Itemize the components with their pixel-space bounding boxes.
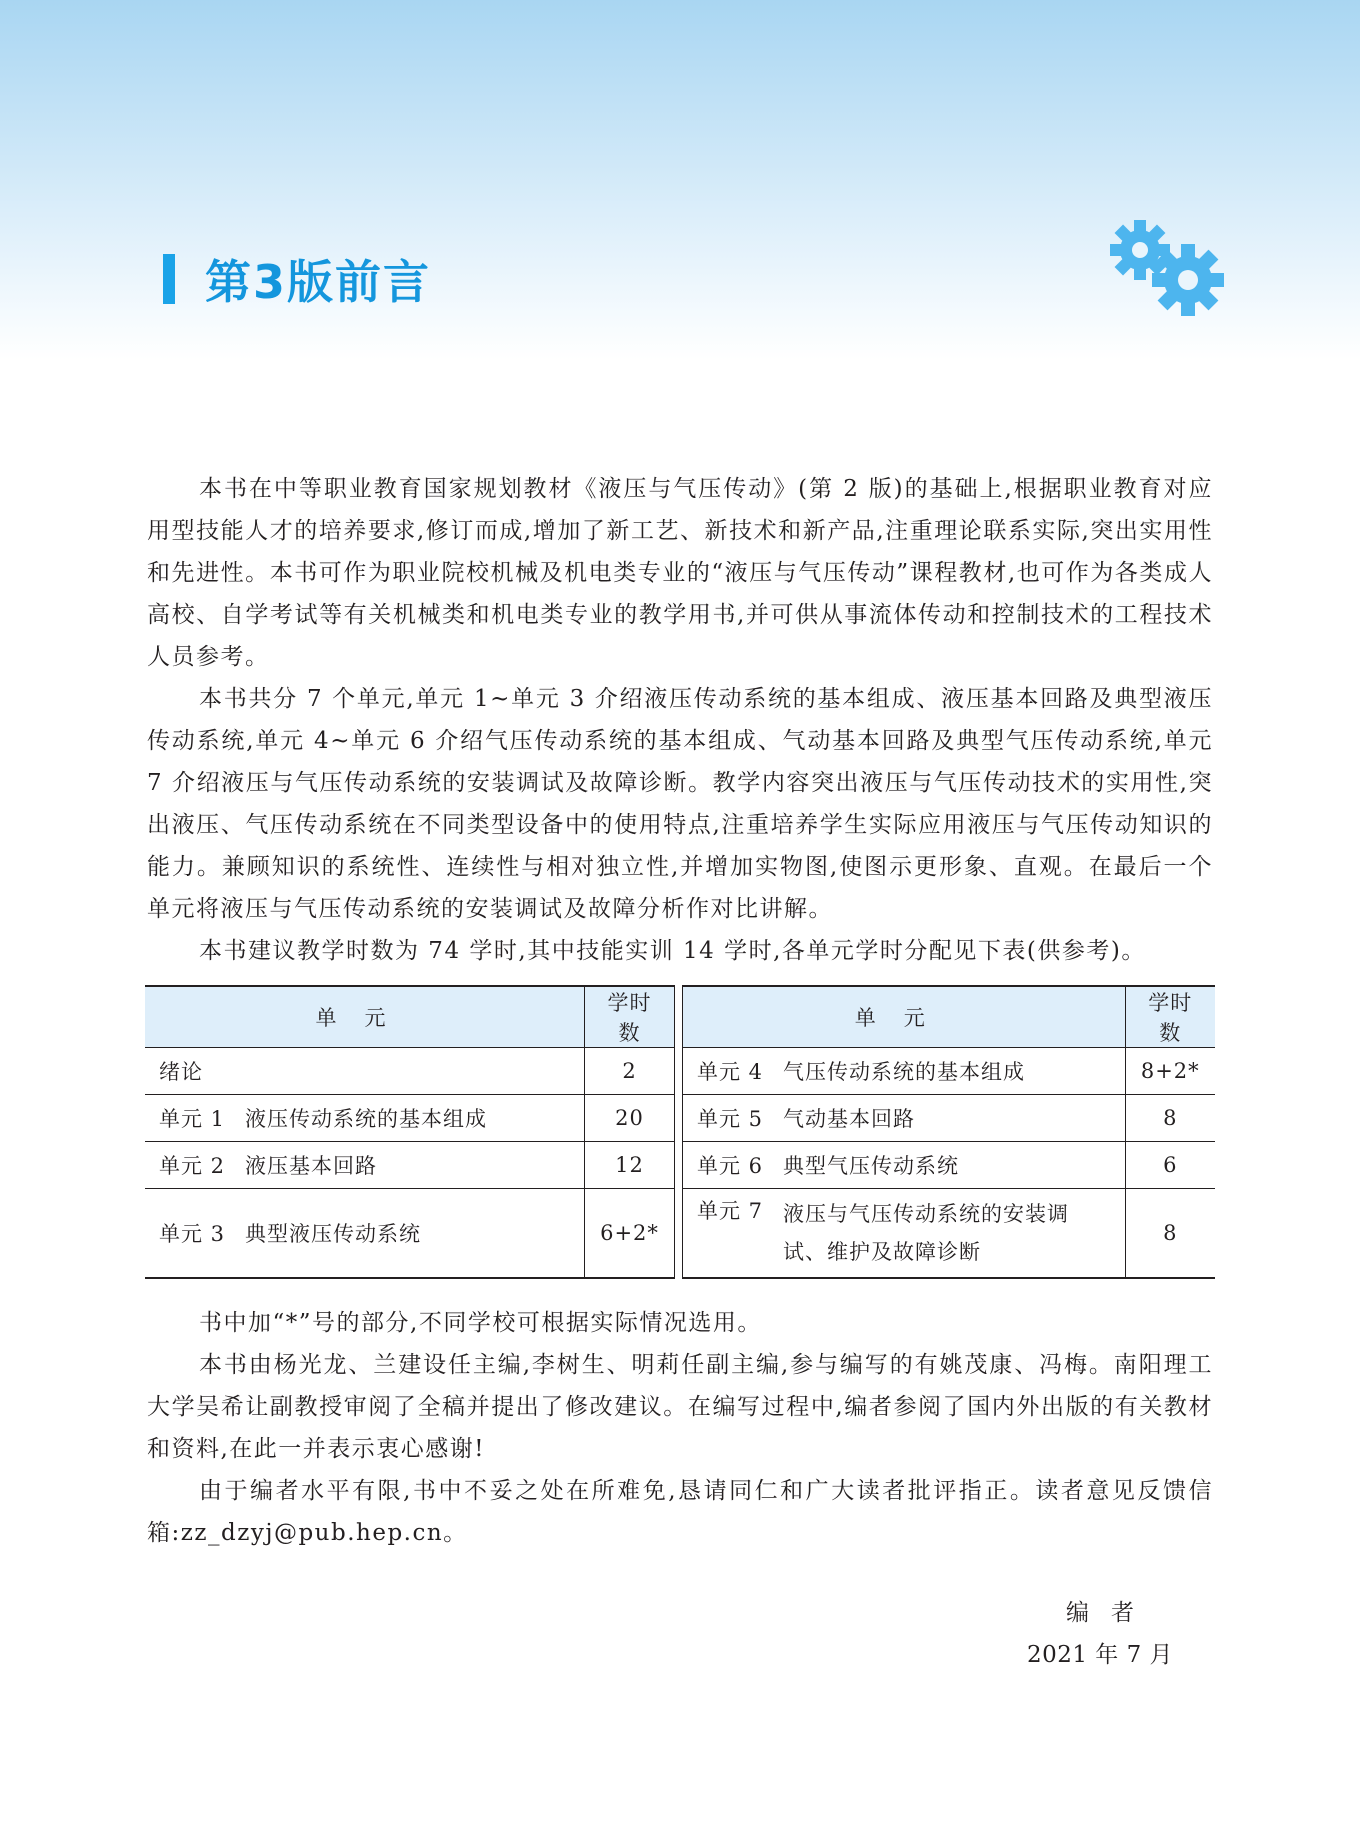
paragraph: 本书共分 7 个单元,单元 1~单元 3 介绍液压传动系统的基本组成、液压基本回路及典型液压传动系统,单元 4~单元 6 介绍气压传动系统的基本组成、气动基本回路及典型气压传动系统,单元 7 介绍液压与气压传动系统的安装调试及故障诊断。教学内容突出液压与气压传动技术的实用性,突出液压、气压传动系统在不同类型设备中的使用特点,注重培养学生实际应用液压与气压传动知识的能力。兼顾知识的系统性、连续性与相对独立性,并增加实物图,使图示更形象、直观。在最后一个单元将液压与气压传动系统的安装调试及故障分析作对比讲解。 [147,686,1213,922]
paragraph: 本书建议教学时数为 74 学时,其中技能实训 14 学时,各单元学时分配见下表(供参考)。 [199,938,1146,964]
unit-number: 单元 6 [697,1154,764,1178]
table-row [683,1142,1216,1189]
unit-hours: 8+2* [1125,1048,1215,1095]
title-accent-bar [163,254,175,304]
unit-hours: 12 [585,1142,675,1189]
page-title: 第3版前言 [205,255,432,309]
gears-icon [1100,212,1230,322]
paragraph: 本书在中等职业教育国家规划教材《液压与气压传动》(第 2 版)的基础上,根据职业教育对应用型技能人才的培养要求,修订而成,增加了新工艺、新技术和新产品,注重理论联系实际,突出实用性和先进性。本书可作为职业院校机械及机电类专业的“液压与气压传动”课程教材,也可作为各类成人高校、自学考试等有关机械类和机电类专业的教学用书,并可供从事流体传动和控制技术的工程技术人员参考。 [147,476,1213,670]
table-row [683,1048,1216,1095]
unit-number: 单元 7 [697,1199,764,1223]
signature-author: 编者 [1066,1600,1156,1626]
unit-number: 单元 1 [159,1107,226,1131]
unit-name: 气动基本回路 [783,1107,915,1131]
signature-block [1000,1592,1200,1676]
unit-name: 典型液压传动系统 [245,1222,421,1246]
unit-hours: 6 [1125,1142,1215,1189]
unit-number: 单元 5 [697,1107,764,1131]
column-header-hours: 学时数 [585,986,675,1048]
hours-table [145,985,1215,1265]
unit-hours: 8 [1125,1189,1215,1279]
page-title-block [163,250,431,308]
unit-name: 气压传动系统的基本组成 [783,1060,1025,1084]
unit-number: 单元 2 [159,1154,226,1178]
column-header-unit: 单元 [683,986,1126,1048]
table-row [683,1095,1216,1142]
column-header-hours: 学时数 [1125,986,1215,1048]
hours-table-left [145,985,675,1279]
unit-hours: 6+2* [585,1189,675,1279]
unit-name: 液压与气压传动系统的安装调试、维护及故障诊断 [783,1202,1069,1264]
table-header-row [683,986,1216,1048]
paragraph: 本书由杨光龙、兰建设任主编,李树生、明莉任副主编,参与编写的有姚茂康、冯梅。南阳理工大学吴希让副教授审阅了全稿并提出了修改建议。在编写过程中,编者参阅了国内外出版的有关教材和资料,在此一并表示衷心感谢! [147,1352,1213,1462]
table-row [145,1048,675,1095]
unit-hours: 2 [585,1048,675,1095]
table-row [145,1142,675,1189]
signature-date: 2021 年 7 月 [1026,1642,1174,1668]
table-row [145,1095,675,1142]
paragraph: 书中加“*”号的部分,不同学校可根据实际情况选用。 [199,1310,762,1336]
unit-hours: 8 [1125,1095,1215,1142]
unit-name: 典型气压传动系统 [783,1154,959,1178]
paragraph: 由于编者水平有限,书中不妥之处在所难免,恳请同仁和广大读者批评指正。读者意见反馈信箱:zz_dzyj@pub.hep.cn。 [147,1478,1213,1546]
table-row [683,1189,1216,1279]
unit-name: 液压基本回路 [245,1154,377,1178]
column-header-unit: 单元 [145,986,585,1048]
hours-table-right [682,985,1215,1279]
unit-number: 单元 3 [159,1222,226,1246]
unit-number: 单元 4 [697,1060,764,1084]
table-header-row [145,986,675,1048]
preface-closing [147,1302,1213,1554]
unit-number: 绪论 [159,1060,203,1084]
preface-body [147,468,1213,972]
table-row [145,1189,675,1279]
unit-hours: 20 [585,1095,675,1142]
unit-name: 液压传动系统的基本组成 [245,1107,487,1131]
